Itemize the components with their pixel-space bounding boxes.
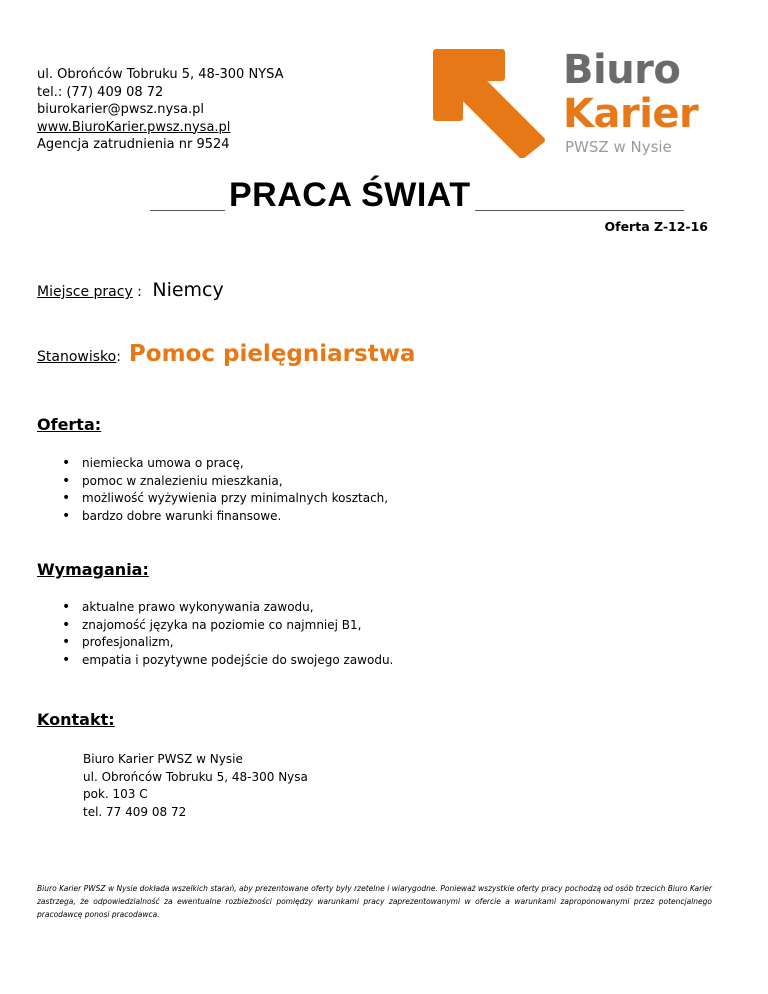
contact-line: Biuro Karier PWSZ w Nysie: [83, 752, 243, 766]
address-block: [37, 66, 284, 154]
place-separator: :: [132, 284, 147, 300]
list-item: • aktualne prawo wykonywania zawodu,: [62, 599, 393, 617]
logo-text-subtitle: PWSZ w Nysie: [565, 138, 672, 156]
email-line[interactable]: biurokarier@pwsz.nysa.pl: [37, 102, 204, 117]
disclaimer-text: Biuro Karier PWSZ w Nysie dokłada wszelkich starań, aby prezentowane oferty były rzetelne i wiarygodne. Ponieważ wszystkie oferty pracy pochodzą od osób trzecich Biuro Karier zastrzega, że odpowiedzialność za ewentualne rozbieżności pomiędzy warunkami pracy zaprezentowanymi w ofercie a warunkami zaproponowanymi przez potencjalnego pracodawcę ponosi pracodawca.: [37, 884, 712, 919]
list-item: • empatia i pozytywne podejście do swojego zawodu.: [62, 652, 393, 670]
position-value: Pomoc pielęgniarstwa: [128, 341, 416, 367]
contact-block: [83, 751, 308, 821]
logo-text-karier: Karier: [563, 91, 699, 137]
agency-number: Agencja zatrudnienia nr 9524: [37, 137, 230, 152]
place-label: Miejsce pracy: [37, 284, 133, 300]
biuro-karier-logo: [430, 48, 720, 158]
contact-heading: Kontakt:: [37, 710, 115, 729]
requirements-list: [62, 599, 393, 669]
website-link[interactable]: www.BiuroKarier.pwsz.nysa.pl: [37, 119, 231, 135]
list-item: • niemiecka umowa o pracę,: [62, 455, 388, 473]
position-label: Stanowisko: [37, 349, 117, 365]
contact-line: ul. Obrońców Tobruku 5, 48-300 Nysa: [83, 769, 308, 784]
position-row: [37, 341, 415, 367]
phone-line: tel.: (77) 409 08 72: [37, 84, 164, 100]
arrow-up-left-icon: [430, 48, 550, 158]
list-item: • bardzo dobre warunki finansowe.: [62, 508, 388, 526]
list-item: • znajomość języka na poziomie co najmniej B1,: [62, 617, 393, 635]
offer-list: [62, 455, 388, 525]
list-item: • profesjonalizm,: [62, 634, 393, 652]
list-item: • możliwość wyżywienia przy minimalnych kosztach,: [62, 490, 388, 508]
logo-text-biuro: Biuro: [563, 47, 681, 93]
requirements-heading: Wymagania:: [37, 560, 149, 579]
offer-heading: Oferta:: [37, 415, 102, 434]
address-line: ul. Obrońców Tobruku 5, 48-300 NYSA: [37, 67, 284, 82]
contact-line: pok. 103 C: [83, 787, 148, 801]
position-separator: :: [116, 349, 121, 365]
list-item: • pomoc w znalezieniu mieszkania,: [62, 473, 388, 491]
place-value: Niemcy: [152, 279, 224, 301]
page-title: PRACA ŚWIAT: [225, 176, 475, 215]
place-row: [37, 279, 224, 301]
offer-code: Oferta Z-12-16: [604, 219, 708, 234]
contact-phone: tel. 77 409 08 72: [83, 804, 187, 819]
